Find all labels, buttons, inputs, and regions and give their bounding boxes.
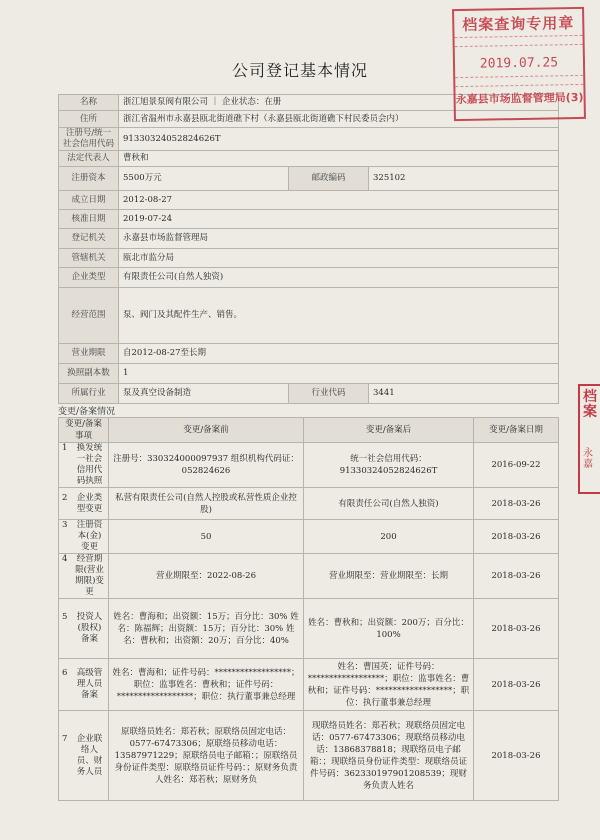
archive-stamp-org: 永嘉县市场监督管理局(3)	[455, 90, 584, 107]
reissue-value: 1	[119, 364, 559, 384]
approved-label: 核准日期	[59, 210, 119, 229]
change-row-number: 4	[62, 554, 68, 564]
change-date: 2016-09-22	[474, 443, 559, 488]
side-stamp-title: 档案	[583, 389, 597, 420]
change-before: 营业期限至：2022-08-26	[109, 554, 304, 599]
term-value: 自2012-08-27至长期	[119, 344, 559, 364]
changes-section-title: 变更/备案情况	[58, 407, 116, 417]
change-item-name: 换发统一社会信用代码执照	[76, 443, 103, 486]
reg-no-label: 注册号/统一社会信用代码	[59, 128, 119, 151]
header-before: 变更/备案前	[109, 418, 304, 443]
change-row-number: 1	[62, 443, 68, 453]
change-item-name: 企业类型变更	[76, 492, 103, 514]
legal-rep-label: 法定代表人	[59, 151, 119, 167]
address-value: 浙江省温州市永嘉县瓯北街道礁下村（永嘉县瓯北街道礁下村民委员会内）	[119, 111, 559, 128]
stamp-hatch-top	[455, 35, 583, 47]
change-item-name: 企业联络人员、财务人员	[76, 733, 103, 777]
reg-no-value: 91330324052824626T	[119, 128, 559, 151]
change-row-number: 6	[62, 668, 68, 678]
page-title: 公司登记基本情况	[231, 61, 368, 80]
change-item-cell	[59, 520, 109, 554]
change-date: 2018-03-26	[474, 554, 559, 599]
change-before: 姓名：曹海和；出资额：15万；百分比：30% 姓名：陈福辉；出资额：15万；百分比：30% 姓名：曹秋和；出资额：20万；百分比：40%	[109, 599, 304, 659]
change-after: 200	[304, 520, 474, 554]
header-item: 变更/备案事项	[59, 418, 109, 443]
change-item-cell	[59, 554, 109, 599]
change-after: 统一社会信用代码：91330324052824626T	[304, 443, 474, 488]
change-date: 2018-03-26	[474, 599, 559, 659]
type-value: 有限责任公司(自然人独资)	[119, 268, 559, 288]
established-value: 2012-08-27	[119, 191, 559, 210]
industry-value: 泵及真空设备制造	[119, 384, 289, 404]
change-after: 现联络员姓名：郑若秋；现联络员固定电话：0577-67473306；现联络员移动电话：13868378818；现联络员电子邮箱：；现联络员身份证件类型：现联络员证件号码：362330197901208539；现财务负责人姓名	[304, 711, 474, 801]
jurisdiction-label: 管辖机关	[59, 249, 119, 268]
change-row	[59, 520, 559, 554]
change-item-name: 经营期限(营业期限)变更	[75, 554, 104, 597]
address-label: 住所	[59, 111, 119, 128]
industry-label: 所属行业	[59, 384, 119, 404]
change-item-cell	[59, 659, 109, 711]
capital-value: 5500万元	[119, 167, 289, 191]
reissue-label: 换照副本数	[59, 364, 119, 384]
change-date: 2018-03-26	[474, 659, 559, 711]
change-row	[59, 659, 559, 711]
header-date: 变更/备案日期	[474, 418, 559, 443]
name-label: 名称	[59, 95, 119, 111]
change-date: 2018-03-26	[474, 520, 559, 554]
change-row	[59, 554, 559, 599]
capital-label: 注册资本	[59, 167, 119, 191]
change-date: 2018-03-26	[474, 711, 559, 801]
change-item-cell	[59, 711, 109, 801]
change-row	[59, 488, 559, 520]
change-item-name: 高级管理人员备案	[76, 668, 103, 700]
archive-stamp-date: 2019.07.25	[479, 55, 559, 72]
authority-value: 永嘉县市场监督管理局	[119, 229, 559, 249]
change-after: 姓名：曹秋和；出资额：200万；百分比：100%	[304, 599, 474, 659]
change-after: 有限责任公司(自然人独资)	[304, 488, 474, 520]
approved-value: 2019-07-24	[119, 210, 559, 229]
change-item-cell	[59, 488, 109, 520]
term-label: 营业期限	[59, 344, 119, 364]
change-row-number: 2	[62, 492, 68, 503]
side-archive-stamp	[578, 384, 600, 494]
industry-code-value: 3441	[369, 384, 559, 404]
change-item-cell	[59, 443, 109, 488]
postcode-label: 邮政编码	[289, 167, 369, 191]
change-item-name: 投资人(股权)备案	[76, 612, 103, 644]
change-before: 原联络员姓名：郑若秋；原联络员固定电话：0577-67473306；原联络员移动电话：13587971229；原联络员电子邮箱：；原联络员身份证件类型：原联络员证件号码：；原财务负责人姓名：郑若秋；原财务负	[109, 711, 304, 801]
change-after: 姓名：曹国英；证件号码：******************；职位：监事姓名：曹秋和；证件号码：******************；职位：执行董事兼总经理	[304, 659, 474, 711]
change-row-number: 7	[62, 733, 68, 744]
postcode-value: 325102	[369, 167, 559, 191]
change-date: 2018-03-26	[474, 488, 559, 520]
established-label: 成立日期	[59, 191, 119, 210]
change-before: 姓名：曹海和；证件号码：******************；职位：监事姓名：曹秋和；证件号码：******************；职位：执行董事兼总经理	[109, 659, 304, 711]
scope-value: 泵、阀门及其配件生产、销售。	[119, 288, 559, 344]
change-row-number: 5	[62, 612, 68, 622]
basic-info-table	[58, 94, 559, 404]
change-item-name: 注册资本(金)变更	[76, 520, 103, 552]
scope-label: 经营范围	[59, 288, 119, 344]
name-value: 浙江旭景泵阀有限公司 ｜ 企业状态：在册	[119, 95, 559, 111]
change-before: 私营有限责任公司(自然人控股或私营性质企业控股)	[109, 488, 304, 520]
jurisdiction-value: 瓯北市监分局	[119, 249, 559, 268]
archive-query-stamp	[452, 7, 586, 121]
change-after: 营业期限至：营业期限至：长期	[304, 554, 474, 599]
industry-code-label: 行业代码	[289, 384, 369, 404]
changes-table	[58, 417, 559, 801]
archive-stamp-title: 档案查询专用章	[462, 14, 575, 34]
change-item-cell	[59, 599, 109, 659]
change-row	[59, 599, 559, 659]
change-row-number: 3	[62, 520, 68, 530]
side-stamp-org: 永嘉	[583, 448, 593, 470]
legal-rep-value: 曹秋和	[119, 151, 559, 167]
change-row	[59, 711, 559, 801]
authority-label: 登记机关	[59, 229, 119, 249]
change-before: 注册号：330324000097937 组织机构代码证：052824626	[109, 443, 304, 488]
header-after: 变更/备案后	[304, 418, 474, 443]
change-row	[59, 443, 559, 488]
change-before: 50	[109, 520, 304, 554]
type-label: 企业类型	[59, 268, 119, 288]
stamp-hatch-bottom	[455, 75, 583, 87]
